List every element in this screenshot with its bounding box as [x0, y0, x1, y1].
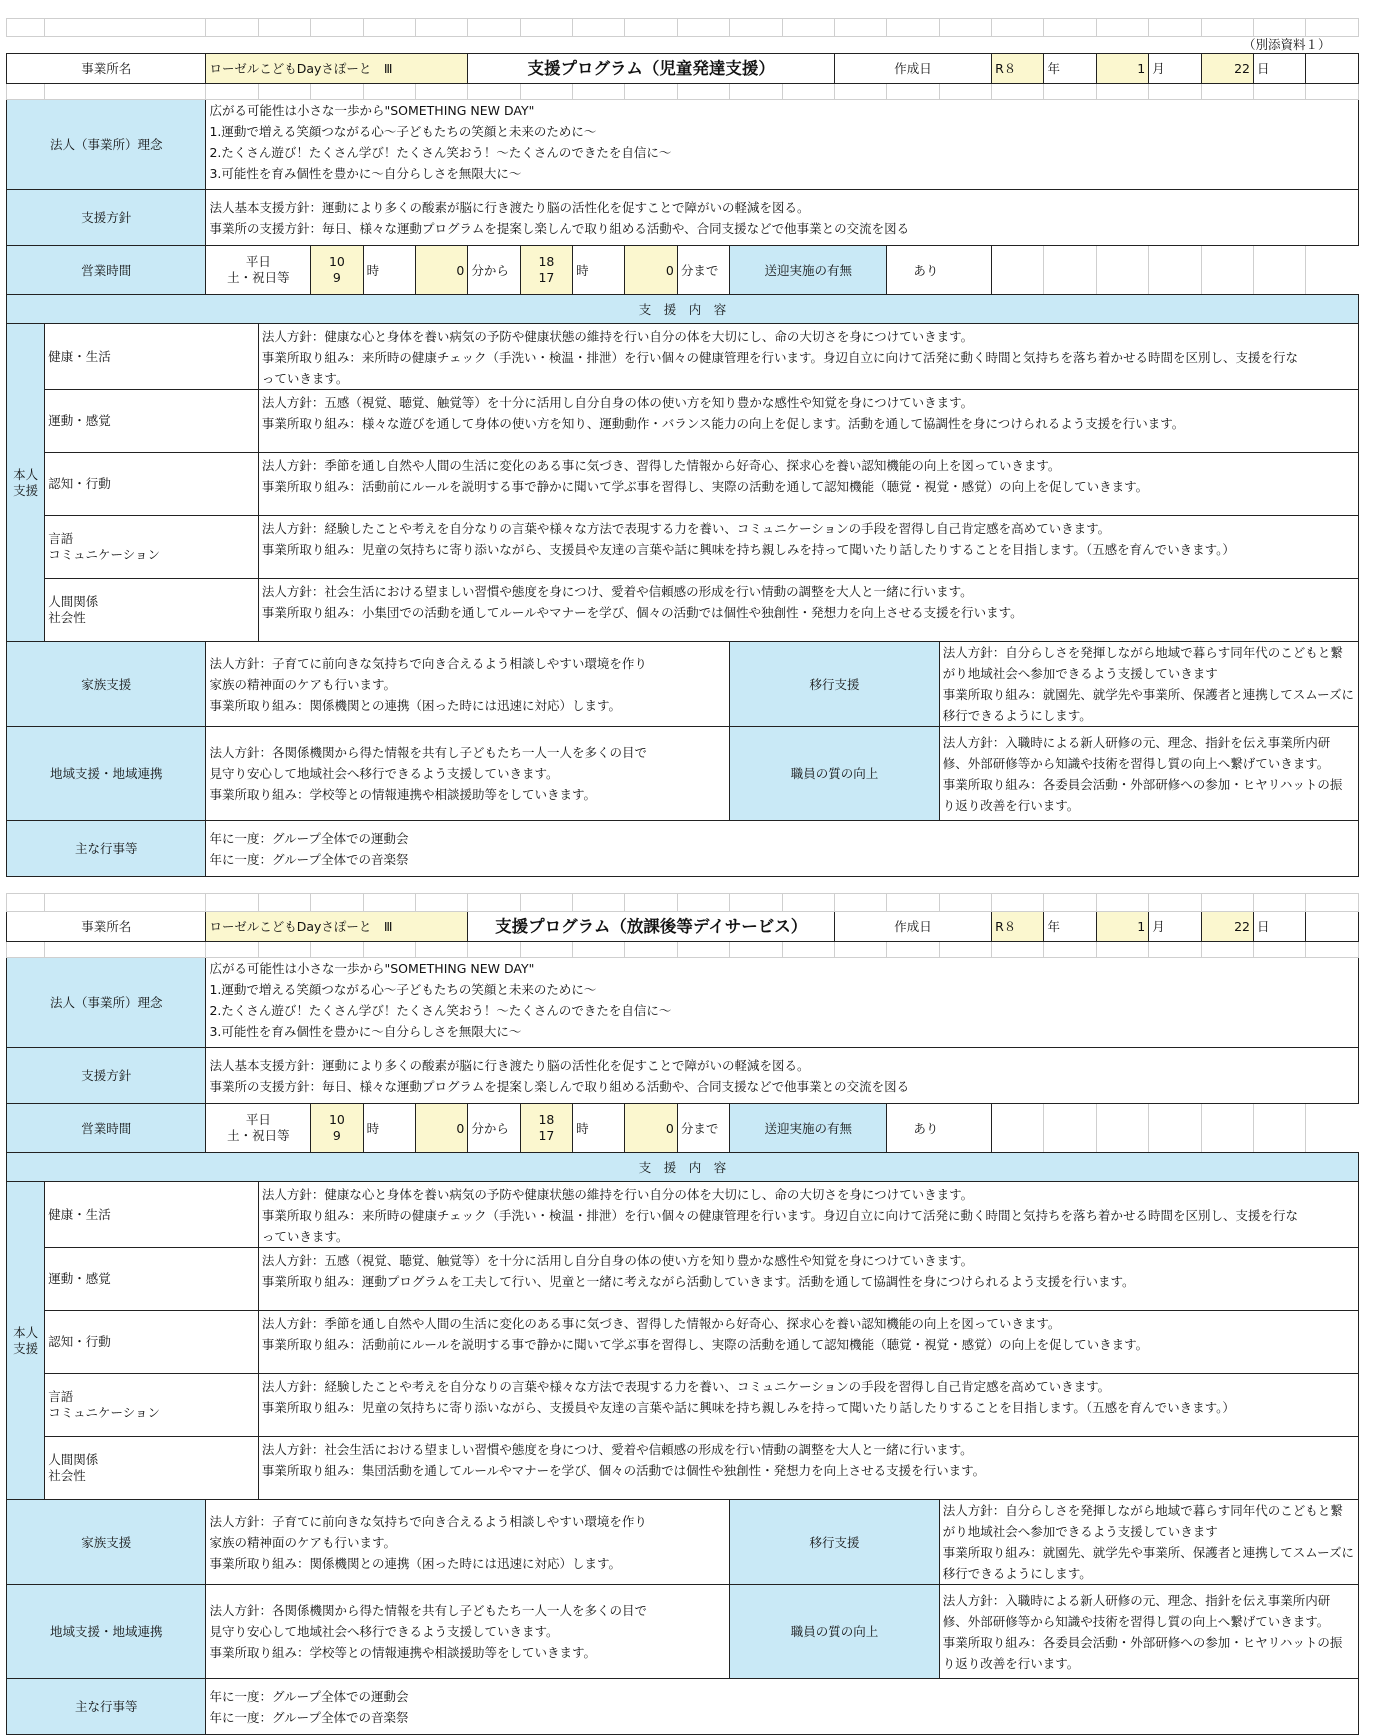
hour-unit: 時	[573, 246, 625, 295]
text-line: 年に一度：グループ全体での音楽祭	[209, 1709, 409, 1725]
sub-item-label: 認知・行動	[48, 476, 111, 491]
text-line: 法人方針：各関係機関から得た情報を共有し子どもたち一人一人を多くの目で	[209, 1603, 647, 1618]
text-line: 事業所取り組み：児童の気持ちに寄り添いながら、支援員や友達の言葉や話に興味を持ち親しみを持って聞いたり話したりすることを目指します。（五感を育んでいきます。）	[261, 542, 1235, 557]
end-hours: 18 17	[520, 246, 572, 295]
sub-item-label: 健康・生活	[48, 348, 111, 364]
month-value: 1	[1096, 54, 1148, 84]
policy-text	[206, 190, 1359, 246]
text-line: 事業所取り組み：運動プログラムを工夫して行い、児童と一緒に考えながら活動していきます。活動を通して協調性を身につけられるよう支援を行います。	[261, 1274, 1135, 1289]
community-support-label: 地域支援・地域連携	[7, 1585, 206, 1679]
transport-label: 送迎実施の有無	[730, 246, 887, 295]
attachment-note: （別添資料１）	[1242, 37, 1331, 52]
text-line: 2.たくさん遊び！たくさん学び！たくさん笑おう！〜たくさんのできたを自信に〜	[209, 145, 672, 160]
text-line: 事業所取り組み：様々な遊びを通して身体の使い方を知り、運動動作・バランス能力の向上を促します。活動を通して協調性を身につけられるよう支援を行います。	[261, 416, 1185, 431]
self-support-area-1	[45, 390, 259, 453]
policy-label: 支援方針	[7, 1048, 206, 1104]
end-minutes: 0	[625, 246, 677, 295]
created-date-label: 作成日	[834, 912, 991, 942]
text-line: 3.可能性を育み個性を豊かに〜自分らしさを無限大に〜	[209, 166, 522, 181]
text-line: 事業所取り組み：学校等との情報連携や相談援助等をしていきます。	[209, 1645, 596, 1660]
sub-item-label: コミュニケーション	[48, 547, 161, 562]
self-support-text-4	[258, 579, 1358, 642]
day-types: 平日 土・祝日等	[206, 1104, 311, 1153]
community-support-label: 地域支援・地域連携	[7, 727, 206, 821]
text-line: 法人方針：季節を通し自然や人間の生活に変化のある事に気づき、習得した情報から好奇心、探求心を養い認知機能の向上を図っていきます。	[261, 458, 1061, 473]
family-support-label: 家族支援	[7, 1500, 206, 1585]
day-label: 日	[1253, 54, 1305, 84]
text-line: り返り改善を行います。	[942, 797, 1080, 813]
sub-item-label: コミュニケーション	[48, 1405, 161, 1420]
text-line: 法人基本支援方針：運動により多くの酸素が脳に行き渡たり脳の活性化を促すことで障がいの軽減を図る。	[209, 1057, 810, 1073]
start-hours: 10 9	[311, 246, 363, 295]
hour-unit: 時	[363, 246, 415, 295]
sub-item-label: 言語	[48, 531, 74, 546]
hour-unit: 時	[363, 1104, 415, 1153]
staff-quality-label: 職員の質の向上	[730, 1585, 940, 1679]
era-value: R８	[992, 912, 1044, 942]
text-line: がり地域社会へ参加できるよう支援していきます	[942, 1524, 1218, 1539]
self-support-label: 本人 支援	[7, 324, 45, 642]
community-support-text	[206, 727, 730, 821]
self-support-area-1	[45, 1248, 259, 1311]
hour-unit: 時	[573, 1104, 625, 1153]
year-label: 年	[1044, 54, 1096, 84]
text-line: り返り改善を行います。	[942, 1655, 1080, 1671]
text-line: 家族の精神面のケアも行います。	[209, 1534, 396, 1550]
start-hours: 10 9	[311, 1104, 363, 1153]
text-line: 法人方針：健康な心と身体を養い病気の予防や健康状態の維持を行い自分の体を大切にし、命の大切さを身につけていきます。	[261, 329, 974, 344]
text-line: 見守り安心して地域社会へ移行できるよう支援していきます。	[209, 1624, 559, 1639]
until-label: 分まで	[677, 1104, 729, 1153]
family-support-label: 家族支援	[7, 642, 206, 727]
text-line: 年に一度：グループ全体での音楽祭	[209, 851, 409, 867]
text-line: 事業所取り組み：活動前にルールを説明する事で静かに聞いて学ぶ事を習得し、実際の活動を通して認知機能（聴覚・視覚・感覚）の向上を促していきます。	[261, 479, 1149, 494]
support-program-form-after-school	[6, 893, 1359, 1735]
text-line: 法人方針：社会生活における望ましい習慣や態度を身につけ、愛着や信頼感の形成を行い情動の調整を大人と一緒に行います。	[261, 1442, 973, 1457]
self-support-area-4	[45, 1437, 259, 1500]
self-support-text-1	[258, 1248, 1358, 1311]
program-title: 支援プログラム（放課後等デイサービス）	[468, 912, 835, 942]
end-hours: 18 17	[520, 1104, 572, 1153]
program-title: 支援プログラム（児童発達支援）	[468, 54, 835, 84]
hours-label: 営業時間	[7, 246, 206, 295]
text-line: 法人方針：社会生活における望ましい習慣や態度を身につけ、愛着や信頼感の形成を行い情動の調整を大人と一緒に行います。	[261, 584, 973, 599]
philosophy-text	[206, 100, 1359, 190]
text-line: 法人基本支援方針：運動により多くの酸素が脳に行き渡たり脳の活性化を促すことで障がいの軽減を図る。	[209, 199, 810, 215]
text-line: 事業所取り組み：各委員会活動・外部研修への参加・ヒヤリハットの振	[942, 776, 1343, 792]
sub-item-label: 社会性	[48, 610, 86, 625]
transport-value: あり	[887, 246, 992, 295]
text-line: 家族の精神面のケアも行います。	[209, 676, 396, 692]
text-line: 法人方針：各関係機関から得た情報を共有し子どもたち一人一人を多くの目で	[209, 745, 647, 760]
philosophy-text	[206, 958, 1359, 1048]
policy-text	[206, 1048, 1359, 1104]
text-line: 法人方針：入職時による新人研修の元、理念、指針を伝え事業所内研	[942, 734, 1331, 750]
philosophy-label: 法人（事業所）理念	[7, 100, 206, 190]
text-line: 修、外部研修等から知識や技術を習得し質の向上へ繋げていきます。	[942, 755, 1330, 771]
day-types: 平日 土・祝日等	[206, 246, 311, 295]
events-label: 主な行事等	[7, 821, 206, 877]
events-text	[206, 1679, 1359, 1735]
self-support-area-3	[45, 1374, 259, 1437]
text-line: 法人方針：子育てに前向きな気持ちで向き合えるよう相談しやすい環境を作り	[209, 655, 647, 671]
transition-support-text	[939, 1500, 1358, 1585]
text-line: っていきます。	[261, 371, 349, 386]
staff-quality-label: 職員の質の向上	[730, 727, 940, 821]
text-line: 事業所取り組み：集団活動を通してルールやマナーを学び、個々の活動では個性や独創性・発想力を向上させる支援を行います。	[261, 1463, 986, 1478]
staff-quality-text	[939, 1585, 1358, 1679]
self-support-area-0	[45, 324, 259, 390]
self-support-text-2	[258, 1311, 1358, 1374]
text-line: 法人方針：健康な心と身体を養い病気の予防や健康状態の維持を行い自分の体を大切にし、命の大切さを身につけていきます。	[261, 1187, 974, 1202]
text-line: 3.可能性を育み個性を豊かに〜自分らしさを無限大に〜	[209, 1024, 522, 1039]
text-line: 2.たくさん遊び！たくさん学び！たくさん笑おう！〜たくさんのできたを自信に〜	[209, 1003, 672, 1018]
text-line: 事業所の支援方針：毎日、様々な運動プログラムを提案し楽しんで取り組める活動や、合同支援などで他事業との交流を図る	[209, 1078, 910, 1094]
text-line: 事業所取り組み：就園先、就学先や事業所、保護者と連携してスムーズに	[942, 1545, 1354, 1560]
text-line: 事業所の支援方針：毎日、様々な運動プログラムを提案し楽しんで取り組める活動や、合同支援などで他事業との交流を図る	[209, 220, 910, 236]
text-line: 広がる可能性は小さな一歩から"SOMETHING NEW DAY"	[209, 103, 535, 118]
text-line: 法人方針：入職時による新人研修の元、理念、指針を伝え事業所内研	[942, 1592, 1331, 1608]
text-line: 事業所取り組み：活動前にルールを説明する事で静かに聞いて学ぶ事を習得し、実際の活動を通して認知機能（聴覚・視覚・感覚）の向上を促していきます。	[261, 1337, 1149, 1352]
text-line: 修、外部研修等から知識や技術を習得し質の向上へ繋げていきます。	[942, 1613, 1330, 1629]
family-support-text	[206, 1500, 730, 1585]
day-value: 22	[1201, 912, 1253, 942]
era-value: R８	[992, 54, 1044, 84]
transition-support-label: 移行支援	[730, 1500, 940, 1585]
text-line: 事業所取り組み：学校等との情報連携や相談援助等をしていきます。	[209, 787, 596, 802]
transition-support-text	[939, 642, 1358, 727]
text-line: 移行できるようにします。	[942, 708, 1092, 723]
text-line: 法人方針：経験したことや考えを自分なりの言葉や様々な方法で表現する力を養い、コミュニケーションの手段を習得し自己肯定感を高めていきます。	[261, 521, 1111, 536]
text-line: 法人方針：自分らしさを発揮しながら地域で暮らす同年代のこどもと繋	[942, 645, 1343, 660]
day-value: 22	[1201, 54, 1253, 84]
sub-item-label: 健康・生活	[48, 1206, 111, 1222]
text-line: 移行できるようにします。	[942, 1566, 1092, 1581]
philosophy-label: 法人（事業所）理念	[7, 958, 206, 1048]
support-program-form-child-development	[6, 18, 1359, 877]
self-support-area-3	[45, 516, 259, 579]
month-label: 月	[1149, 912, 1201, 942]
sub-item-label: 運動・感覚	[48, 1271, 111, 1286]
month-value: 1	[1096, 912, 1148, 942]
start-minutes: 0	[415, 1104, 467, 1153]
office-name-value: ローゼルこどもDayさぽーと Ⅲ	[206, 54, 468, 84]
self-support-text-3	[258, 1374, 1358, 1437]
self-support-text-4	[258, 1437, 1358, 1500]
month-label: 月	[1149, 54, 1201, 84]
staff-quality-text	[939, 727, 1358, 821]
self-support-area-4	[45, 579, 259, 642]
hours-label: 営業時間	[7, 1104, 206, 1153]
text-line: 事業所取り組み：来所時の健康チェック（手洗い・検温・排泄）を行い個々の健康管理を行います。身辺自立に向けて活発に動く時間と気持ちを落ち着かせる時間を区別し、支援を行な	[261, 1208, 1298, 1223]
support-contents-header: 支 援 内 容	[7, 295, 1359, 324]
self-support-label: 本人 支援	[7, 1182, 45, 1500]
sub-item-label: 人間関係	[48, 1452, 99, 1467]
family-support-text	[206, 642, 730, 727]
policy-label: 支援方針	[7, 190, 206, 246]
text-line: 事業所取り組み：就園先、就学先や事業所、保護者と連携してスムーズに	[942, 687, 1354, 702]
created-date-label: 作成日	[834, 54, 991, 84]
text-line: 事業所取り組み：小集団での活動を通してルールやマナーを学び、個々の活動では個性や独創性・発想力を向上させる支援を行います。	[261, 605, 1023, 620]
text-line: 年に一度：グループ全体での運動会	[209, 1688, 409, 1704]
start-minutes: 0	[415, 246, 467, 295]
support-contents-header: 支 援 内 容	[7, 1153, 1359, 1182]
text-line: 広がる可能性は小さな一歩から"SOMETHING NEW DAY"	[209, 961, 535, 976]
self-support-text-2	[258, 453, 1358, 516]
text-line: っていきます。	[261, 1229, 349, 1244]
self-support-text-3	[258, 516, 1358, 579]
office-name-value: ローゼルこどもDayさぽーと Ⅲ	[206, 912, 468, 942]
text-line: がり地域社会へ参加できるよう支援していきます	[942, 666, 1218, 681]
text-line: 1.運動で増える笑顔つながる心〜子どもたちの笑顔と未来のために〜	[209, 124, 597, 139]
sub-item-label: 人間関係	[48, 594, 99, 609]
community-support-text	[206, 1585, 730, 1679]
transport-value: あり	[887, 1104, 992, 1153]
sub-item-label: 認知・行動	[48, 1334, 111, 1349]
text-line: 事業所取り組み：関係機関との連携（困った時には迅速に対応）します。	[209, 697, 621, 713]
sub-item-label: 言語	[48, 1389, 74, 1404]
sub-item-label: 運動・感覚	[48, 413, 111, 428]
text-line: 法人方針：子育てに前向きな気持ちで向き合えるよう相談しやすい環境を作り	[209, 1513, 647, 1529]
text-line: 事業所取り組み：来所時の健康チェック（手洗い・検温・排泄）を行い個々の健康管理を行います。身辺自立に向けて活発に動く時間と気持ちを落ち着かせる時間を区別し、支援を行な	[261, 350, 1298, 365]
text-line: 1.運動で増える笑顔つながる心〜子どもたちの笑顔と未来のために〜	[209, 982, 597, 997]
text-line: 見守り安心して地域社会へ移行できるよう支援していきます。	[209, 766, 559, 781]
end-minutes: 0	[625, 1104, 677, 1153]
office-name-label: 事業所名	[7, 912, 206, 942]
text-line: 法人方針：経験したことや考えを自分なりの言葉や様々な方法で表現する力を養い、コミュニケーションの手段を習得し自己肯定感を高めていきます。	[261, 1379, 1111, 1394]
self-support-area-2	[45, 1311, 259, 1374]
until-label: 分まで	[677, 246, 729, 295]
text-line: 事業所取り組み：児童の気持ちに寄り添いながら、支援員や友達の言葉や話に興味を持ち親しみを持って聞いたり話したりすることを目指します。（五感を育んでいきます。）	[261, 1400, 1235, 1415]
self-support-text-0	[258, 324, 1358, 390]
year-label: 年	[1044, 912, 1096, 942]
from-label: 分から	[468, 1104, 520, 1153]
text-line: 事業所取り組み：各委員会活動・外部研修への参加・ヒヤリハットの振	[942, 1634, 1343, 1650]
transport-label: 送迎実施の有無	[730, 1104, 887, 1153]
events-text	[206, 821, 1359, 877]
events-label: 主な行事等	[7, 1679, 206, 1735]
self-support-area-2	[45, 453, 259, 516]
text-line: 事業所取り組み：関係機関との連携（困った時には迅速に対応）します。	[209, 1555, 621, 1571]
text-line: 法人方針：季節を通し自然や人間の生活に変化のある事に気づき、習得した情報から好奇心、探求心を養い認知機能の向上を図っていきます。	[261, 1316, 1061, 1331]
self-support-text-0	[258, 1182, 1358, 1248]
office-name-label: 事業所名	[7, 54, 206, 84]
day-label: 日	[1253, 912, 1305, 942]
self-support-area-0	[45, 1182, 259, 1248]
text-line: 法人方針：自分らしさを発揮しながら地域で暮らす同年代のこどもと繋	[942, 1503, 1343, 1518]
from-label: 分から	[468, 246, 520, 295]
transition-support-label: 移行支援	[730, 642, 940, 727]
sub-item-label: 社会性	[48, 1468, 86, 1483]
text-line: 年に一度：グループ全体での運動会	[209, 830, 409, 846]
text-line: 法人方針：五感（視覚、聴覚、触覚等）を十分に活用し自分自身の体の使い方を知り豊かな感性や知覚を身につけていきます。	[261, 1253, 974, 1268]
text-line: 法人方針：五感（視覚、聴覚、触覚等）を十分に活用し自分自身の体の使い方を知り豊かな感性や知覚を身につけていきます。	[261, 395, 974, 410]
self-support-text-1	[258, 390, 1358, 453]
